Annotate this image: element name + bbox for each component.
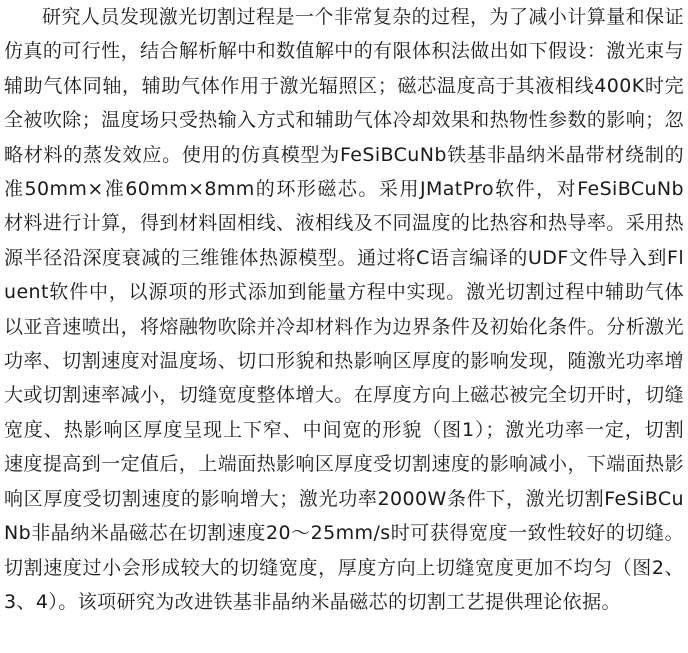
document-body <box>4 0 684 619</box>
body-paragraph: 研究人员发现激光切割过程是一个非常复杂的过程，为了减小计算量和保证仿真的可行性，结合解析解中和数值解中的有限体积法做出如下假设：激光束与辅助气体同轴，辅助气体作用于激光辐照区；磁芯温度高于其液相线400K时完全被吹除；温度场只受热输入方式和辅助气体冷却效果和热物性参数的影响；忽略材料的蒸发效应。使用的仿真模型为FeSiBCuNb铁基非晶纳米晶带材绕制的准50mm×准60mm×8mm的环形磁芯。采用JMatPro软件，对FeSiBCuNb材料进行计算，得到材料固相线、液相线及不同温度的比热容和热导率。采用热源半径沿深度衰减的三维锥体热源模型。通过将C语言编译的UDF文件导入到Fluent软件中，以源项的形式添加到能量方程中实现。激光切割过程中辅助气体以亚音速喷出，将熔融物吹除并冷却材料作为边界条件及初始化条件。分析激光功率、切割速度对温度场、切口形貌和热影响区厚度的影响发现，随激光功率增大或切割速率减小，切缝宽度整体增大。在厚度方向上磁芯被完全切开时，切缝宽度、热影响区厚度呈现上下窄、中间宽的形貌（图1）；激光功率一定，切割速度提高到一定值后，上端面热影响区厚度受切割速度的影响减小，下端面热影响区厚度受切割速度的影响增大；激光功率2000W条件下，激光切割FeSiBCuNb非晶纳米晶磁芯在切割速度20～25mm/s时可获得宽度一致性较好的切缝。切割速度过小会形成较大的切缝宽度，厚度方向上切缝宽度更加不均匀（图2、3、4）。该项研究为改进铁基非晶纳米晶磁芯的切割工艺提供理论依据。 <box>4 6 684 613</box>
